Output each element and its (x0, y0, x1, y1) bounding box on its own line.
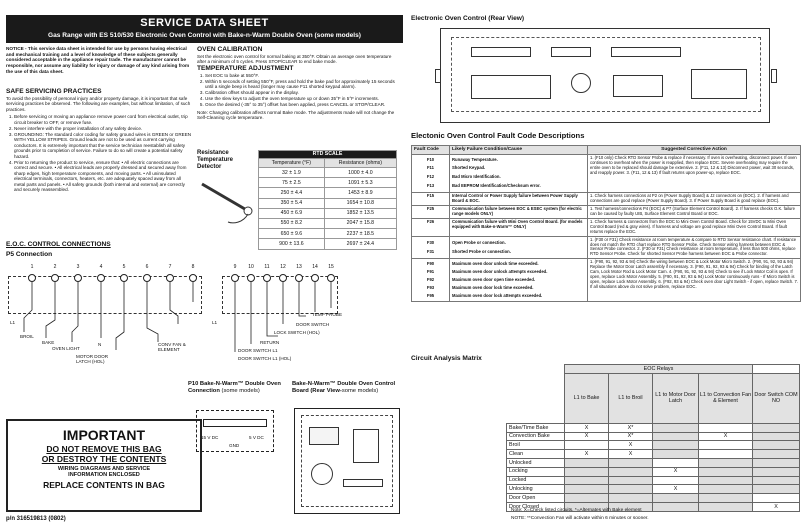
relay-col-header: L1 to Bake (565, 373, 609, 423)
wire-label: CONV FAN & ELEMENT (158, 342, 186, 353)
relay-col-header: L1 to Motor Door Latch (653, 373, 699, 423)
matrix-cell (699, 494, 753, 503)
rtd-cell: 550 ± 8.2 (259, 218, 325, 228)
table-row (259, 239, 397, 249)
fault-cause: Bad EEPROM Identification/Checksum error. (452, 183, 541, 189)
matrix-cell (699, 423, 753, 432)
p10-voltage: 5 V DC (249, 435, 264, 440)
table-row (412, 205, 801, 218)
relay-col-header: L1 to Broil (609, 373, 653, 423)
matrix-cell (699, 450, 753, 459)
wire-label: L1 (212, 320, 218, 325)
mode-label: Door Closed (507, 502, 565, 511)
matrix-cell (753, 458, 800, 467)
fault-code: F26 (412, 218, 450, 236)
matrix-cell (653, 432, 699, 441)
rtd-cell: 250 ± 4.4 (259, 188, 325, 198)
notice-text: - This service data sheet is intended for use by persons having electrical and mechanical training and a level of knowledge of these subjects generally considered acceptable in the appliance repair trade. The manufacturer cannot be responsible, nor assume any liability for injury or damage of any kind arising from the use of this data sheet. (6, 46, 190, 74)
table-row (259, 178, 397, 188)
rtd-cell: 1852 ± 13.5 (324, 208, 396, 218)
wire-label: DOOR SWITCH L1 (238, 348, 278, 353)
matrix-cell (753, 467, 800, 476)
rtd-cell: 75 ± 2.5 (259, 178, 325, 188)
matrix-cell (753, 485, 800, 494)
table-row (507, 485, 800, 494)
matrix-cell (565, 467, 609, 476)
fault-code: F11 (427, 165, 434, 171)
rtd-probe-icon (198, 178, 258, 228)
matrix-cell (753, 423, 800, 432)
fault-cause: Maximum oven door unlock attempts exceeded. (452, 269, 548, 275)
calib-step: 1. Set EOC to bake at 550°F. (205, 73, 401, 79)
pin-number: 1 (30, 264, 34, 270)
matrix-cell (653, 476, 699, 485)
safe-servicing-section (6, 88, 192, 193)
eoc-rear-view-board (440, 28, 770, 123)
pin-number: 12 (280, 264, 286, 270)
table-row (259, 168, 397, 178)
calibration-intro: Set the electronic oven control for normal baking at 350°F. Obtain an average oven temperature after a minimum of 5 cycles. Press STOP/CLEAR to end bake mode. (197, 53, 392, 65)
notice-label: NOTICE (6, 46, 24, 51)
table-row (259, 188, 397, 198)
rtd-cell: 900 ± 13.6 (259, 239, 325, 249)
wire-label: LOCK SWITCH (HOL) (274, 330, 320, 335)
mode-label: Bake/Time Bake (507, 423, 565, 432)
pin-number: 11 (264, 264, 270, 270)
table-row (507, 476, 800, 485)
mode-label: Convection Bake (507, 432, 565, 441)
fault-cause: Maximum oven door lock attempts exceeded. (452, 293, 543, 299)
matrix-cell (753, 450, 800, 459)
matrix-cell (653, 441, 699, 450)
fault-code: F91 (426, 269, 435, 275)
wire-label: DOOR SWITCH L1 (HOL) (238, 356, 292, 361)
p10-voltage: 15 V DC (201, 435, 219, 440)
circuit-note: Note: X=Check listed circuits. *=Alternates with Bake element (511, 508, 642, 513)
matrix-cell (565, 441, 609, 450)
table-row (259, 198, 397, 208)
matrix-cell (753, 441, 800, 450)
matrix-cell (609, 494, 653, 503)
p5-connection-label: P5 Connection (6, 251, 53, 258)
matrix-cell: X (609, 441, 653, 450)
matrix-cell (609, 476, 653, 485)
table-row (412, 192, 801, 205)
rtd-col-temp: Temperature (°F) (259, 159, 325, 168)
rtd-cell: 2697 ± 24.4 (324, 239, 396, 249)
safe-item: 4. Prior to returning the product to service, ensure that: • All electric connections are correct and secure. • All electrical leads are properly dressed and secured away from sharp edges, high temperature components, and moving parts. • All uninsulated electrical terminals, connectors, heaters, etc. are adequately spaced away from all metal parts and panels. • All safety grounds (both internal and external) are correctly and securely reassembled. (14, 160, 192, 193)
pin-number: 3 (76, 264, 80, 270)
matrix-cell (699, 485, 753, 494)
fault-code: F92 (426, 277, 435, 283)
matrix-cell: X (565, 423, 609, 432)
pin-number: 4 (99, 264, 103, 270)
mode-label: Door Open (507, 494, 565, 503)
eoc-connections-title: E.O.C. CONTROL CONNECTIONS (6, 241, 111, 248)
fault-code: F90 (426, 261, 435, 267)
bnw-title: Bake-N-Warm™ Double Oven Control Board (Rear View- (292, 381, 396, 394)
matrix-cell (699, 441, 753, 450)
fault-action: 1. (F90, 91, 92, 93 & 94) Check the wiring between EOC & Lock Motor Micro Switch. 2. (F90, 91, 92, 93 & 94) Replace the Motor Door Latch assembly if necessary. 3. (F90, 91, 92, 93 & 94) Check for binding of the Latch Cam, Lock Motor Rod & Lock Motor Cam. 4. (F90, 91, 92, 93 & 94) Check to see if Lock Motor Coil is open. If open, replace Lock Motor Assembly. 5. (F90, 91, 92, 93 & 94) Lock Motor continuously runs - If Micro Switch is open, replace Lock Motor Assembly. 6. (F92, 93 & 94) Check oven door Light Switch - if open, replace Switch. 7. If all situations above do not solve problem, replace EOC. (588, 259, 801, 302)
calib-step: 4. Use the slew keys to adjust the oven temperature up or down 35°F in 5°F increments. (205, 96, 401, 102)
p10-ground: GND (229, 443, 240, 448)
matrix-cell (565, 485, 609, 494)
fault-action: 1. Check harness connections at P2 on (Power Supply Board) & J2 connectors on (EOC). 2. If harness and connections are good replace (Power Supply Board). 3. If Power Supply Board is good replace (EOC). (588, 192, 801, 205)
fault-action: 1. (F30 or F31) Check resistance at room temperature & compare to RTD Sensor resistance chart. If resistance does not match the RTD chart replace RTD Sensor Probe. Check Sensor wiring harness between EOC & Sensor Probe connector. 2. (F30 or F31) Check resistance at room temperature, if less than 500 ohms, replace RTD Sensor Probe. Check for shorted Sensor Probe harness between EOC & Probe connector. (588, 236, 801, 259)
matrix-cell (753, 432, 800, 441)
table-row (507, 450, 800, 459)
important-line: OR DESTROY THE CONTENTS (41, 453, 167, 464)
table-row (259, 208, 397, 218)
rtd-cell: 1000 ± 4.0 (324, 168, 396, 178)
table-row (412, 236, 801, 259)
rtd-cell: 2237 ± 18.5 (324, 229, 396, 239)
important-title: IMPORTANT (62, 427, 146, 443)
table-row (412, 218, 801, 236)
circuit-matrix-title: Circuit Analysis Matrix (411, 355, 482, 362)
fault-code: F93 (426, 285, 435, 291)
matrix-cell (753, 476, 800, 485)
rtd-cell: 650 ± 9.6 (259, 229, 325, 239)
p10-suffix: (some models) (221, 387, 260, 394)
important-line: WIRING DIAGRAMS AND SERVICE (57, 465, 151, 472)
table-row (507, 432, 800, 441)
table-row (259, 218, 397, 228)
matrix-cell: X* (609, 423, 653, 432)
table-row (507, 423, 800, 432)
fault-code: F10 (426, 156, 435, 162)
calib-step: 2. Within 5 seconds of setting 550°F, press and hold the bake pad for approximately 15 seconds until a single beep is heard (longer may cause F11 shorted keypad alarm). (205, 79, 401, 90)
mode-label: Locked (507, 476, 565, 485)
wire-label: MOTOR DOOR LATCH (HOL) (76, 354, 109, 365)
mode-label: Locking (507, 467, 565, 476)
fault-code: F30 (426, 239, 435, 245)
calibration-title: OVEN CALIBRATION (197, 46, 263, 53)
fault-code: F95 (426, 293, 435, 299)
pin-number: 8 (191, 264, 195, 270)
table-row (507, 458, 800, 467)
fault-cause: Communication failure with Mini Oven Control Board. (for models equipped with Bake-n-Warm™ ONLY) (450, 218, 588, 236)
fault-table-title: Electonic Oven Control Fault Code Descriptions (411, 131, 585, 140)
table-row (507, 441, 800, 450)
fault-cause: Bad Micro Identification. (452, 174, 501, 180)
pin-number: 10 (248, 264, 254, 270)
matrix-cell (565, 494, 609, 503)
page-subtitle: Gas Range with ES 510/530 Electronic Oven Control with Bake-n-Warm Double Oven (some models) (47, 31, 362, 39)
fault-action: 1. (F10 only) Check RTD Sensor Probe & replace if necessary. If oven is overheating, disconnect power. If oven continues to overheat when the power is reapplied, then replace EOC. Severe overheating may require the entire oven to be replaced should damage be extensive. 2. (F11, 12 & 13) Disconnect power, wait 30 seconds, and reapply power. 3. (F11, 12 & 13) If fault returns upon power-up, replace EOC. (588, 154, 801, 192)
p10-section (188, 381, 284, 395)
fault-cause: Maximum oven door open time exceeded. (452, 277, 536, 283)
rear-view-title: Electronic Oven Control (Rear View) (411, 15, 525, 22)
wire-label: BROIL (20, 334, 34, 339)
matrix-cell (609, 458, 653, 467)
p5-connector-diagram (6, 264, 402, 374)
pin-number: 9 (233, 264, 237, 270)
rtd-cell: 32 ± 1.9 (259, 168, 325, 178)
eoc-relays-header: EOC Relays (565, 365, 753, 374)
fault-cause: Shorted Probe or connection. (452, 248, 511, 254)
wire-label: RETURN (260, 340, 280, 345)
matrix-cell (699, 502, 753, 511)
pin-number: 13 (296, 264, 302, 270)
mode-label: Unlocked (507, 458, 565, 467)
bnw-suffix: some models) (341, 387, 379, 394)
part-number: p/n 316519813 (0802) (6, 516, 66, 522)
table-row (412, 259, 801, 302)
rtd-cell: 2047 ± 15.8 (324, 218, 396, 228)
header-banner (6, 15, 403, 43)
circuit-note: NOTE: **Convection Fan will activate within 6 minutes or sooner. (511, 516, 649, 521)
matrix-cell (699, 476, 753, 485)
fault-code: F31 (426, 248, 435, 254)
calibration-note: Note: Changing calibration affects normal Bake mode. The adjustments made will not change the Self-Cleaning cycle temperature. (197, 109, 395, 121)
notice (6, 46, 192, 74)
matrix-cell: X* (609, 432, 653, 441)
important-line: DO NOT REMOVE THIS BAG (46, 443, 162, 454)
wire-label: BAKE (42, 340, 55, 345)
pin-number: 6 (145, 264, 149, 270)
calib-step: 3. Calibration offset should appear in the display. (205, 90, 401, 96)
matrix-cell (753, 494, 800, 503)
fault-action: 1. Check harness & connectors from the EOC to Mini Oven Control Board. Check for 15VDC to Mini Oven Control Board (red & gray wires). If harness and voltage are good replace Mini Oven Control Board. If fault returns replace the EOC. (588, 218, 801, 236)
bnw-board (294, 408, 400, 514)
pin-number: 15 (328, 264, 334, 270)
mode-label: Broil (507, 441, 565, 450)
fault-cause: Shorted Keypad. (452, 165, 486, 171)
p10-connector (196, 410, 274, 452)
rtd-cell: 450 ± 6.9 (259, 208, 325, 218)
fault-code: F15 (412, 192, 450, 205)
important-notice (6, 419, 202, 512)
pin-number: 5 (122, 264, 126, 270)
fault-col-header: Suggested Corrective Action (588, 146, 801, 155)
pin-number: 7 (168, 264, 172, 270)
matrix-cell (653, 458, 699, 467)
fault-code: F12 (426, 174, 435, 180)
pin-number: 14 (312, 264, 318, 270)
matrix-cell: X (699, 432, 753, 441)
fault-code-table (411, 145, 801, 302)
safe-item: 3. GROUNDING: The standard color coding for safety ground wires is GREEN or GREEN WITH YELLOW STRIPES. Ground leads are not to be used as current carrying conductors. It is extremely important that the service technician reestablish all safety grounds prior to completion of service. Failure to do so will create a potential safety hazard. (14, 132, 192, 160)
wire-label: TEMP PROBE (312, 312, 343, 317)
fault-col-header: Likely Failure Condition/Cause (450, 146, 588, 155)
rtd-cell: 1453 ± 8.9 (324, 188, 396, 198)
wire-label: DOOR SWITCH (296, 322, 330, 327)
important-line: INFORMATION ENCLOSED (68, 472, 140, 479)
table-row (507, 494, 800, 503)
matrix-cell (565, 458, 609, 467)
page-title: SERVICE DATA SHEET (140, 17, 269, 29)
relay-col-header: Door Switch COM NO (753, 373, 800, 423)
mode-label: Unlocking (507, 485, 565, 494)
fault-cause: Communication failure between EOC & ESEC system (for electric range models ONLY) (450, 205, 588, 218)
important-line: REPLACE CONTENTS IN BAG (43, 479, 165, 490)
mode-label: Clean (507, 450, 565, 459)
wire-label: N (98, 342, 102, 347)
safe-servicing-intro: To avoid the possibility of personal injury and/or property damage, it is important that safe servicing practices be observed. The following are examples, but without limitation, of such practices. (6, 95, 191, 112)
rtd-col-res: Resistance (ohms) (324, 159, 396, 168)
rtd-caption: Resistance Temperature Detector (197, 150, 233, 171)
fault-col-header: Fault Code (412, 146, 450, 155)
matrix-cell: X (609, 450, 653, 459)
rtd-cell: 350 ± 5.4 (259, 198, 325, 208)
fault-cause: Open Probe or connection. (452, 239, 506, 245)
matrix-cell: X (565, 432, 609, 441)
matrix-cell (609, 485, 653, 494)
fault-cause: Internal Control or Power Supply failure between Power Supply Board & EOC. (450, 192, 588, 205)
oven-calibration-section (197, 46, 401, 121)
safe-item: 1. Before servicing or moving an appliance remove power cord from electrical outlet, trip circuit breaker to OFF, or remove fuse. (14, 114, 192, 125)
matrix-cell: X (565, 450, 609, 459)
calib-step: 5. Once the desired (-35° to 35°) offset has been applied, press CANCEL or STOP/CLEAR. (205, 102, 401, 108)
fault-cause: Runaway Temperature. (452, 156, 498, 162)
matrix-cell (653, 502, 699, 511)
pin-number: 2 (53, 264, 57, 270)
table-row (259, 229, 397, 239)
rtd-scale-table (258, 150, 397, 250)
fault-cause: Maximum oven door unlock time exceeded. (452, 261, 539, 267)
matrix-cell: X (753, 502, 800, 511)
wire-label: L1 (10, 320, 16, 325)
circuit-analysis-table (506, 364, 800, 512)
matrix-cell: X (653, 485, 699, 494)
fault-action: 1. Test harness/connections P4 (EOC) & P7 (Surface Element Control Board). 2. If harness checks O.K. failure can be caused by faulty UIB, Surface Element Control Board or EOC. (588, 205, 801, 218)
fault-code: F13 (426, 183, 435, 189)
relay-col-header: L1 to Convection Fan & Element (699, 373, 753, 423)
bnw-section (292, 381, 404, 395)
matrix-cell (653, 450, 699, 459)
matrix-cell (609, 467, 653, 476)
p10-title: P10 Bake-N-Warm™ Double Oven Connection (188, 381, 281, 394)
safe-servicing-title: SAFE SERVICING PRACTICES (6, 88, 102, 95)
wire-label: OVEN LIGHT (52, 346, 80, 351)
matrix-cell (699, 458, 753, 467)
temp-adjust-title: TEMPERATURE ADJUSTMENT (197, 64, 294, 72)
rtd-title: RTD SCALE (259, 151, 397, 159)
rtd-cell: 1091 ± 5.3 (324, 178, 396, 188)
matrix-cell (653, 423, 699, 432)
matrix-cell: X (653, 467, 699, 476)
matrix-cell (653, 494, 699, 503)
table-row (507, 467, 800, 476)
safe-item: 2. Never interfere with the proper installation of any safety device. (14, 126, 192, 132)
fault-cause: Maximum oven door lock time exceeded. (452, 285, 534, 291)
fault-code: F25 (412, 205, 450, 218)
table-row (412, 154, 801, 192)
matrix-cell (699, 467, 753, 476)
rtd-cell: 1654 ± 10.8 (324, 198, 396, 208)
matrix-cell (565, 476, 609, 485)
